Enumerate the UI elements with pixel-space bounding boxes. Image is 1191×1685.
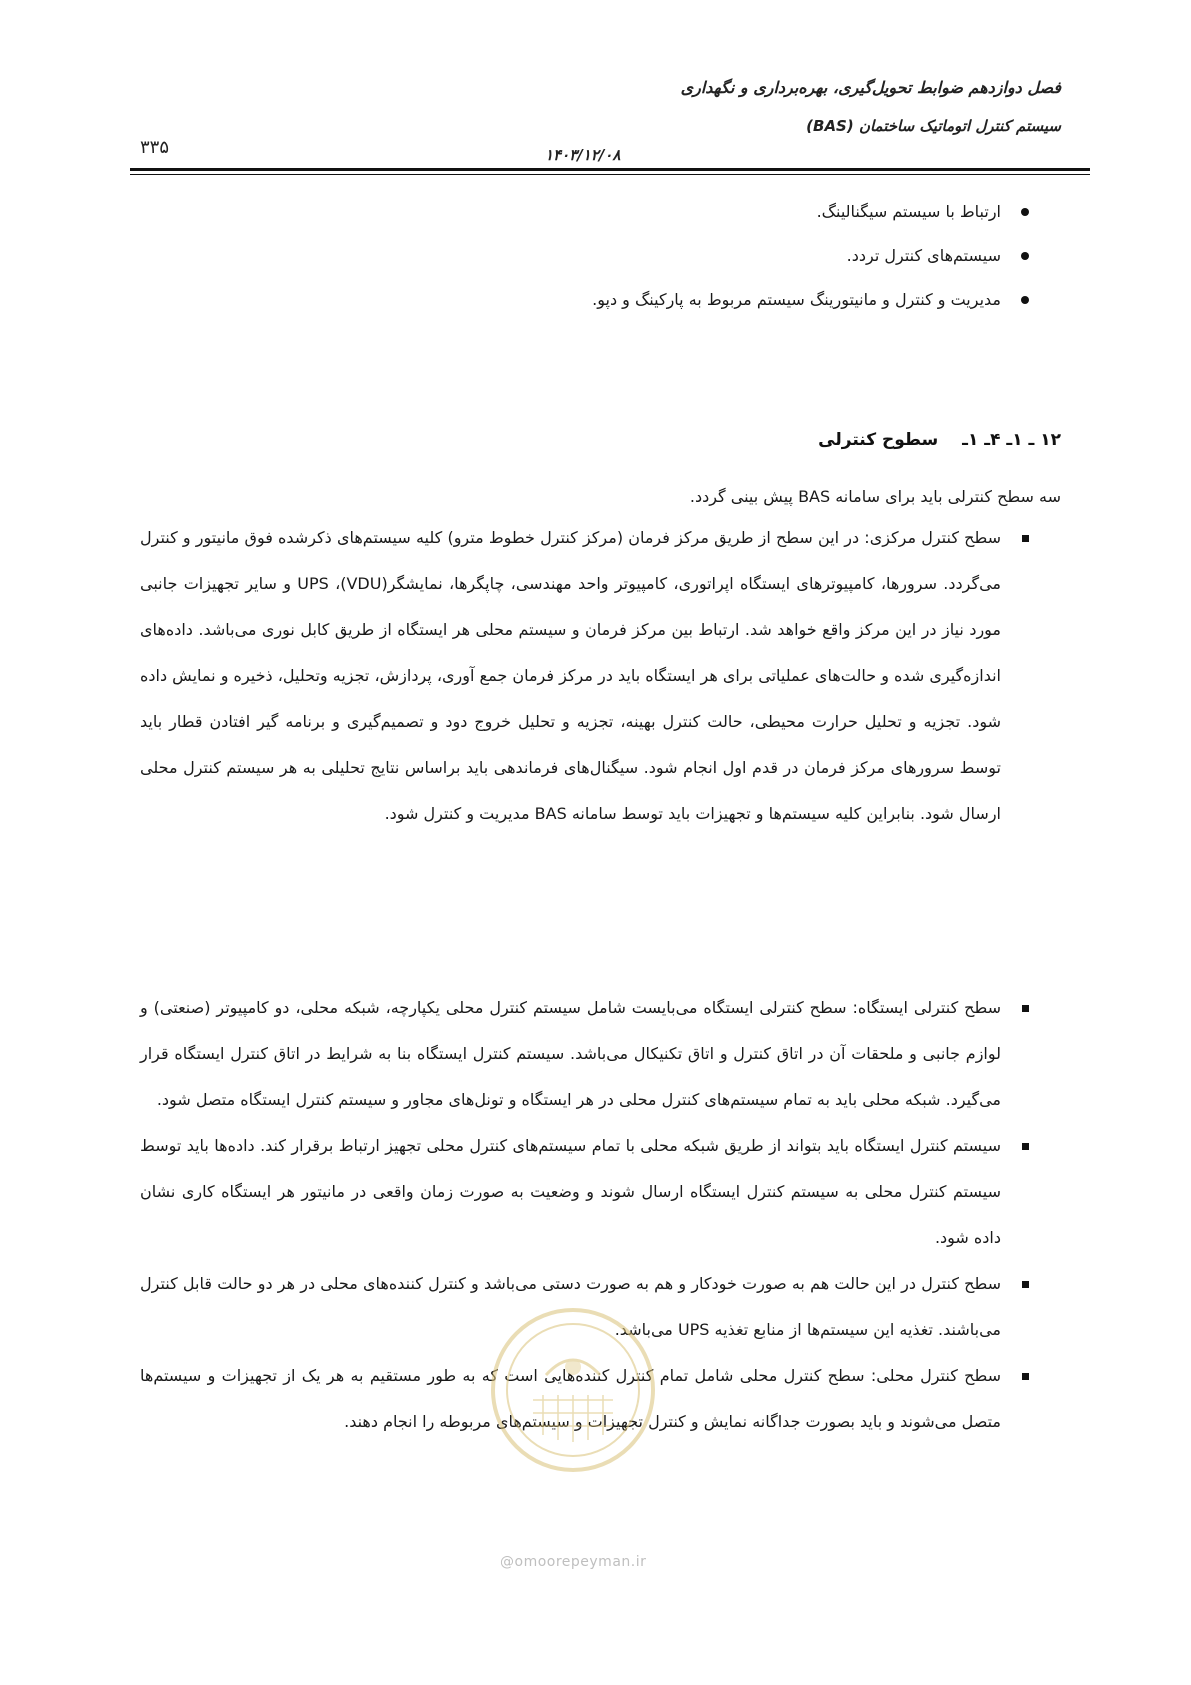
bullet-icon [1022, 1143, 1029, 1150]
section-heading [818, 430, 1061, 450]
list-item: سطح کنترل محلی: سطح کنترل محلی شامل تمام کنترل کننده‌هایی است که به طور مستقیم به هر یک از تجهیزات و سیستم‌ها متصل می‌شوند و باید بصورت جداگانه نمایش و کنترل تجهیزات و سیستم‌های مربوطه را انجام دهند. [140, 1353, 1031, 1445]
bullet-icon [1021, 252, 1029, 260]
section-number: ۱۲ ـ ۱ـ ۴ـ ۱ـ [962, 430, 1061, 450]
list-item: سطح کنترل در این حالت هم به صورت خودکار و هم به صورت دستی می‌باشد و کنترل کننده‌های محلی در هر دو حالت قابل کنترل می‌باشند. تغذیه این سیستم‌ها از منابع تغذیه UPS می‌باشد. [140, 1261, 1031, 1353]
at-icon: @ [500, 1554, 515, 1570]
watermark-url: @omoorepeyman.ir [500, 1554, 647, 1570]
bullet-icon [1021, 296, 1029, 304]
list-item: مدیریت و کنترل و مانیتورینگ سیستم مربوط به پارکینگ و دپو. [140, 278, 1031, 322]
list-item: سیستم‌های کنترل تردد. [140, 234, 1031, 278]
chapter-title: فصل دوازدهم ضوابط تحویل‌گیری، بهره‌برداری و نگهداری [680, 78, 1061, 97]
intro-bullet-list [140, 190, 1031, 322]
document-date: ۱۴۰۳/۱۲/۰۸ [545, 146, 621, 164]
list-item: ارتباط با سیستم سیگنالینگ. [140, 190, 1031, 234]
page-number: ۳۳۵ [140, 137, 170, 158]
bullet-icon [1022, 1005, 1029, 1012]
section-lead: سه سطح کنترلی باید برای سامانه BAS پیش بینی گردد. [689, 487, 1061, 506]
list-item: سطح کنترل مرکزی: در این سطح از طریق مرکز فرمان (مرکز کنترل خطوط مترو) کلیه سیستم‌های ذکرشده فوق مانیتور و کنترل می‌گردد. سرورها، کامپیوترهای ایستگاه اپراتوری، کامپیوتر واحد مهندسی، چاپگرها، نمایشگر(VDU)، UPS و سایر تجهیزات جانبی مورد نیاز در این مرکز واقع خواهد شد. ارتباط بین مرکز فرمان و سیستم محلی هر ایستگاه از طریق کابل نوری می‌باشد. داده‌های اندازه‌گیری شده و حالت‌های عملیاتی برای هر ایستگاه باید در مرکز فرمان جمع آوری، پردازش، تجزیه وتحلیل، ذخیره و نمایش داده شود. تجزیه و تحلیل حرارت محیطی، حالت کنترل بهینه، تجزیه و تحلیل خروج دود و تصمیم‌گیری و برنامه گیر افتادن قطار باید توسط سرورهای مرکز فرمان در قدم اول انجام شود. سیگنال‌های فرماندهی باید براساس نتایج تحلیلی به هر سیستم کنترل محلی ارسال شود. بنابراین کلیه سیستم‌ها و تجهیزات باید توسط سامانه BAS مدیریت و کنترل شود. [140, 515, 1031, 837]
bullet-icon [1022, 1373, 1029, 1380]
bullet-icon [1022, 535, 1029, 542]
list-item: سطح کنترلی ایستگاه: سطح کنترلی ایستگاه می‌بایست شامل سیستم کنترل محلی یکپارچه، شبکه محلی، دو کامپیوتر (صنعتی) و لوازم جانبی و ملحقات آن در اتاق کنترل و اتاق تکنیکال می‌باشد. سیستم کنترل ایستگاه بنا به شرایط در اتاق کنترل ایستگاه قرار می‌گیرد. شبکه محلی باید به تمام سیستم‌های کنترل محلی در هر ایستگاه و تونل‌های مجاور و سیستم کنترل ایستگاه متصل شود. [140, 985, 1031, 1123]
header-divider [130, 168, 1090, 175]
section-title: سطوح کنترلی [818, 430, 939, 450]
paragraph-list-central [140, 515, 1031, 837]
bullet-icon [1022, 1281, 1029, 1288]
paragraph-list-station [140, 985, 1031, 1445]
list-item: سیستم کنترل ایستگاه باید بتواند از طریق شبکه محلی با تمام سیستم‌های کنترل محلی تجهیز ارتباط برقرار کند. داده‌ها باید توسط سیستم کنترل محلی به سیستم کنترل ایستگاه ارسال شوند و وضعیت به صورت زمان واقعی در مانیتور هر ایستگاه کاری نشان داده شود. [140, 1123, 1031, 1261]
section-name: سیستم کنترل اتوماتیک ساختمان (BAS) [806, 117, 1061, 135]
bullet-icon [1021, 208, 1029, 216]
